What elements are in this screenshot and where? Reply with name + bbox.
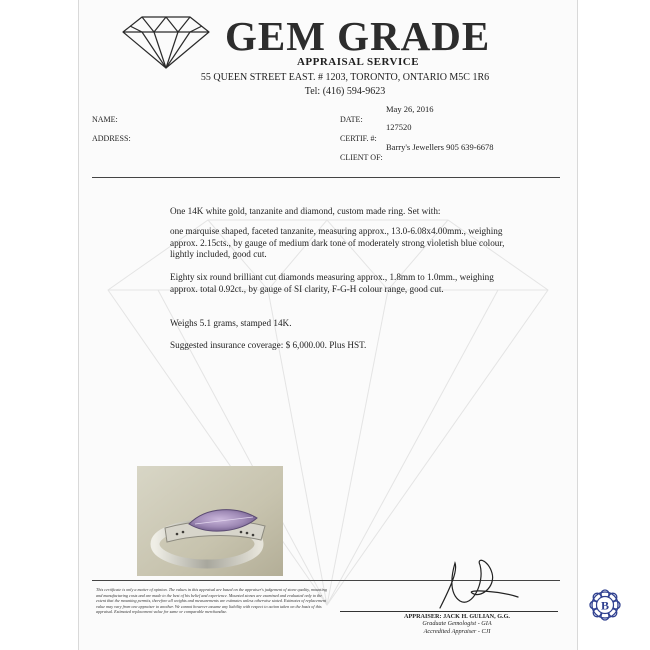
date-value: May 26, 2016 [386, 104, 434, 114]
weight-description [170, 318, 505, 330]
signature-line [340, 611, 558, 612]
appraiser-name: APPRAISER: JACK H. GULIAN, G.G. [404, 613, 510, 620]
stone1-text: one marquise shaped, faceted tanzanite, measuring approx., 13.0-6.08x4.00mm., weighing approx. 2.15cts., by gauge of medium dark tone of moderately strong violetish blue colour, lightly included, good cut. [170, 226, 505, 259]
company-subtitle: APPRAISAL SERVICE [296, 56, 420, 68]
appraiser-title-gia: Graduate Gemologist - GIA [422, 620, 492, 628]
diamond-logo-icon [120, 14, 212, 70]
appraiser-title-cji: Accredited Appraiser - CJI [423, 627, 491, 635]
insurance-text: Suggested insurance coverage: $ 6,000.00. Plus HST. [170, 340, 367, 350]
date-label: DATE: [340, 115, 363, 124]
insurance-coverage [170, 340, 505, 352]
company-phone: Tel: (416) 594-9623 [304, 86, 386, 97]
tanzanite-description [170, 226, 505, 261]
appraiser-signature [410, 553, 525, 615]
name-label: NAME: [92, 115, 118, 124]
appraiser-block [392, 613, 522, 635]
disclaimer [96, 587, 328, 615]
brand-badge-icon [588, 588, 622, 622]
item-description-intro [170, 206, 505, 218]
certificate-number: 127520 [386, 122, 412, 132]
badge-letter: B [600, 598, 610, 613]
client-value: Barry's Jewellers 905 639-6678 [386, 142, 494, 152]
client-label: CLIENT OF: [340, 153, 383, 162]
header-divider [92, 177, 560, 178]
company-address: 55 QUEEN STREET EAST. # 1203, TORONTO, ONTARIO M5C 1R6 [200, 72, 490, 83]
diamonds-description [170, 272, 505, 295]
disclaimer-text: This certificate is only a matter of opinion. The values in this appraisal are based on the appraiser's judgement of stone quality, mounting and manufacturing costs and are made to the best of his belief and experience. Mounted stones are examined and evaluated only to the extent that the mounting permits, therefore all weights and measurements are estimates unless otherwise stated. Estimates of replacement value may vary from one appraiser to another. We cannot however assume any liability with respect to action taken on the basis of this appraisal. Estimated replacement value for same or comparable merchandise. [96, 587, 327, 615]
company-title: GEM GRADE [225, 13, 491, 59]
certificate-label: CERTIF. #: [340, 134, 377, 143]
stone2-text: Eighty six round brilliant cut diamonds measuring approx., 1.8mm to 1.0mm., weighing approx. total 0.92ct., by gauge of SI clarity, F-G-H colour range, good cut. [170, 272, 494, 294]
address-label: ADDRESS: [92, 134, 131, 143]
ring-photo [137, 466, 283, 576]
weight-text: Weighs 5.1 grams, stamped 14K. [170, 318, 292, 328]
intro-text: One 14K white gold, tanzanite and diamond, custom made ring. Set with: [170, 206, 441, 216]
